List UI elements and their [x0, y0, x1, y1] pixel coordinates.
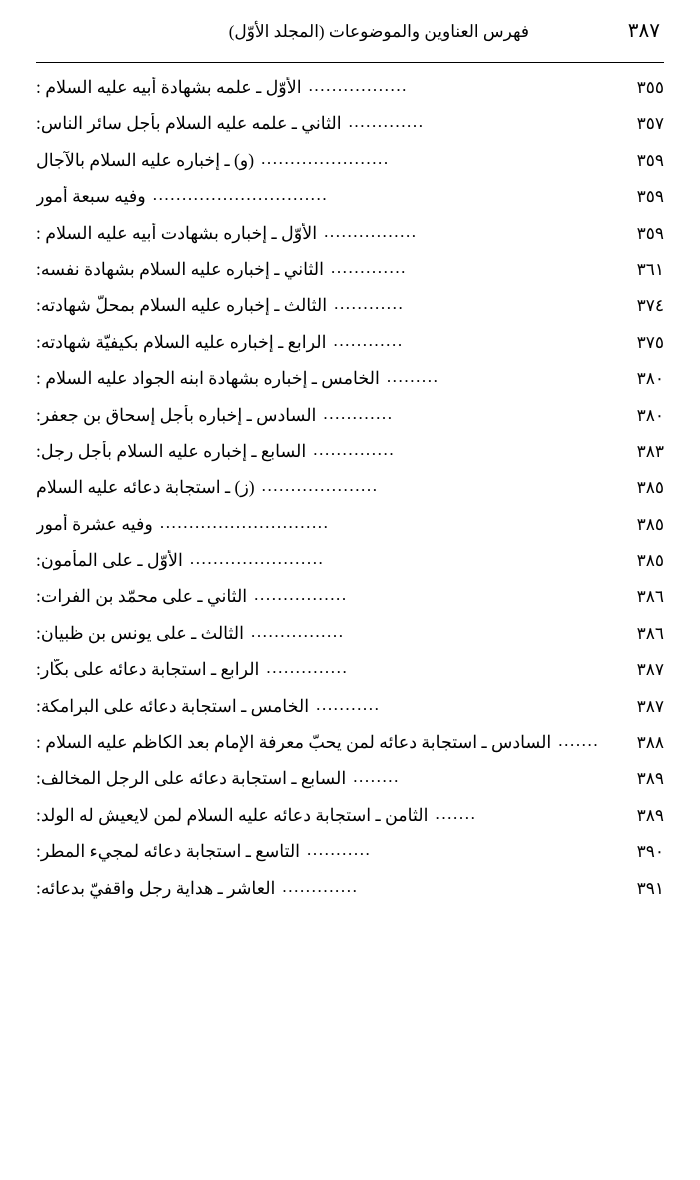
toc-entry-title: الأوّل ـ على المأمون: — [36, 550, 183, 571]
toc-entry-title: السادس ـ استجابة دعائه لمن يحبّ معرفة الإمام بعد الكاظم عليه السلام : — [36, 732, 552, 753]
toc-entry-title: الثالث ـ إخباره عليه السلام بمحلّ شهادته: — [36, 295, 328, 316]
toc-entry-page-number: ٣٨٨ — [636, 733, 664, 753]
toc-entry-leader-dots: ................. — [308, 77, 409, 94]
page-header — [36, 18, 664, 58]
toc-entry-leader-dots: ....................... — [189, 550, 325, 568]
toc-entry-title: السابع ـ إخباره عليه السلام بأجل رجل: — [36, 440, 307, 461]
toc-entry-page-number: ٣٥٥ — [636, 78, 664, 97]
toc-entry-title: الرابع ـ استجابة دعائه على بكّار: — [36, 659, 260, 680]
toc-entry-page-number: ٣٨٥ — [636, 514, 664, 534]
toc-entry-title: الثامن ـ استجابة دعائه عليه السلام لمن لايعيش له الولد: — [36, 804, 429, 825]
toc-entry-page-number: ٣٩٠ — [636, 842, 664, 862]
toc-entry[interactable] — [36, 841, 664, 877]
toc-entry-page-number: ٣٨٩ — [636, 769, 664, 789]
toc-entry-leader-dots: ......... — [386, 368, 440, 386]
header-divider — [36, 62, 664, 63]
toc-entry[interactable] — [36, 768, 664, 804]
toc-entry-page-number: ٣٧٥ — [636, 332, 664, 352]
toc-entry-leader-dots: ....... — [558, 732, 600, 750]
toc-entry-leader-dots: ........... — [307, 841, 372, 859]
toc-entry-leader-dots: ............ — [333, 331, 404, 349]
toc-entry-page-number: ٣٥٧ — [636, 114, 664, 134]
toc-entry-title: وفيه سبعة أمور — [36, 186, 146, 207]
toc-entry-title: وفيه عشرة أمور — [36, 513, 153, 534]
toc-entry-title: الخامس ـ إخباره بشهادة ابنه الجواد عليه السلام : — [36, 368, 380, 389]
toc-entry-page-number: ٣٨٥ — [636, 478, 664, 498]
toc-entry-leader-dots: ............. — [348, 113, 425, 131]
toc-entry-leader-dots: ........ — [353, 768, 401, 786]
toc-entry-page-number: ٣٥٩ — [636, 223, 664, 243]
toc-entry[interactable] — [36, 150, 664, 186]
toc-entry-title: الثاني ـ على محمّد بن الفرات: — [36, 586, 248, 607]
toc-entry[interactable] — [36, 113, 664, 149]
toc-entry-title: الرابع ـ إخباره عليه السلام بكيفيّة شهادته: — [36, 331, 327, 352]
toc-entry-title: الأوّل ـ علمه بشهادة أبيه عليه السلام : — [36, 77, 302, 97]
toc-entry-leader-dots: .............. — [266, 659, 349, 677]
toc-entry[interactable] — [36, 77, 664, 113]
toc-entry-leader-dots: ............ — [334, 295, 405, 313]
toc-entry-leader-dots: ............ — [323, 404, 394, 422]
toc-entry-title: (و) ـ إخباره عليه السلام بالآجال — [36, 149, 255, 170]
toc-entry-leader-dots: ................ — [250, 622, 345, 640]
toc-entry[interactable] — [36, 550, 664, 586]
toc-entry-page-number: ٣٨٧ — [636, 696, 664, 716]
toc-entry[interactable] — [36, 514, 664, 550]
toc-entry[interactable] — [36, 477, 664, 513]
toc-entry[interactable] — [36, 586, 664, 622]
toc-entry[interactable] — [36, 696, 664, 732]
toc-entry-leader-dots: ................ — [254, 586, 348, 604]
toc-entry[interactable] — [36, 405, 664, 441]
toc-entry-title: الخامس ـ استجابة دعائه على البرامكة: — [36, 695, 310, 716]
toc-entry[interactable] — [36, 223, 664, 259]
toc-entry-title: العاشر ـ هداية رجل واقفيّ بدعائه: — [36, 877, 276, 898]
toc-entry[interactable] — [36, 332, 664, 368]
page-number: ٣٨٧ — [627, 20, 660, 42]
toc-entry-page-number: ٣٨٠ — [636, 405, 664, 425]
toc-entry-title: الثاني ـ علمه عليه السلام بأجل سائر الناس: — [36, 113, 342, 134]
toc-entry-page-number: ٣٨٥ — [636, 551, 664, 571]
toc-entry-title: الثاني ـ إخباره عليه السلام بشهادة نفسه: — [36, 258, 324, 279]
toc-entry-page-number: ٣٥٩ — [636, 187, 664, 207]
header-title: فهرس العناوين والموضوعات (المجلد الأوّل) — [228, 22, 529, 41]
toc-entry-leader-dots: ............. — [330, 258, 408, 276]
toc-entry-leader-dots: .............. — [313, 440, 396, 458]
toc-entry[interactable] — [36, 732, 664, 768]
toc-entry-title: الأوّل ـ إخباره بشهادت أبيه عليه السلام : — [36, 222, 318, 243]
toc-entry-leader-dots: ........... — [316, 695, 381, 713]
toc-entry-title: الثالث ـ على يونس بن ظبيان: — [36, 622, 244, 643]
toc-entry[interactable] — [36, 623, 664, 659]
toc-entry-leader-dots: .................... — [261, 477, 379, 495]
table-of-contents — [36, 77, 664, 914]
toc-entry[interactable] — [36, 441, 664, 477]
toc-entry-leader-dots: ....... — [435, 804, 477, 822]
toc-entry-page-number: ٣٨٧ — [636, 660, 664, 680]
toc-entry-leader-dots: ................ — [324, 222, 418, 240]
toc-entry-title: التاسع ـ استجابة دعائه لمجيء المطر: — [36, 841, 301, 862]
toc-entry-page-number: ٣٧٤ — [636, 296, 664, 316]
toc-entry[interactable] — [36, 295, 664, 331]
toc-entry[interactable] — [36, 368, 664, 404]
toc-entry-title: (ز) ـ استجابة دعائه عليه السلام — [36, 477, 255, 498]
toc-entry[interactable] — [36, 878, 664, 914]
toc-entry-page-number: ٣٥٩ — [636, 150, 664, 170]
toc-entry-leader-dots: .............................. — [152, 186, 329, 204]
toc-entry-page-number: ٣٦١ — [636, 259, 664, 279]
toc-entry[interactable] — [36, 805, 664, 841]
toc-entry-title: السابع ـ استجابة دعائه على الرجل المخالف: — [36, 768, 347, 789]
toc-entry-page-number: ٣٨٣ — [636, 441, 664, 461]
toc-entry-leader-dots: ............................. — [159, 513, 330, 531]
toc-entry-page-number: ٣٨٦ — [636, 623, 664, 643]
toc-entry-title: السادس ـ إخباره بأجل إسحاق بن جعفر: — [36, 404, 317, 425]
toc-entry[interactable] — [36, 186, 664, 222]
toc-entry-leader-dots: ...................... — [261, 149, 390, 167]
toc-entry-leader-dots: ............. — [282, 877, 359, 895]
toc-entry-page-number: ٣٨٩ — [636, 805, 664, 825]
toc-entry[interactable] — [36, 259, 664, 295]
toc-entry[interactable] — [36, 659, 664, 695]
toc-entry-page-number: ٣٩١ — [636, 878, 664, 898]
toc-entry-page-number: ٣٨٦ — [636, 587, 664, 607]
toc-entry-page-number: ٣٨٠ — [636, 369, 664, 389]
